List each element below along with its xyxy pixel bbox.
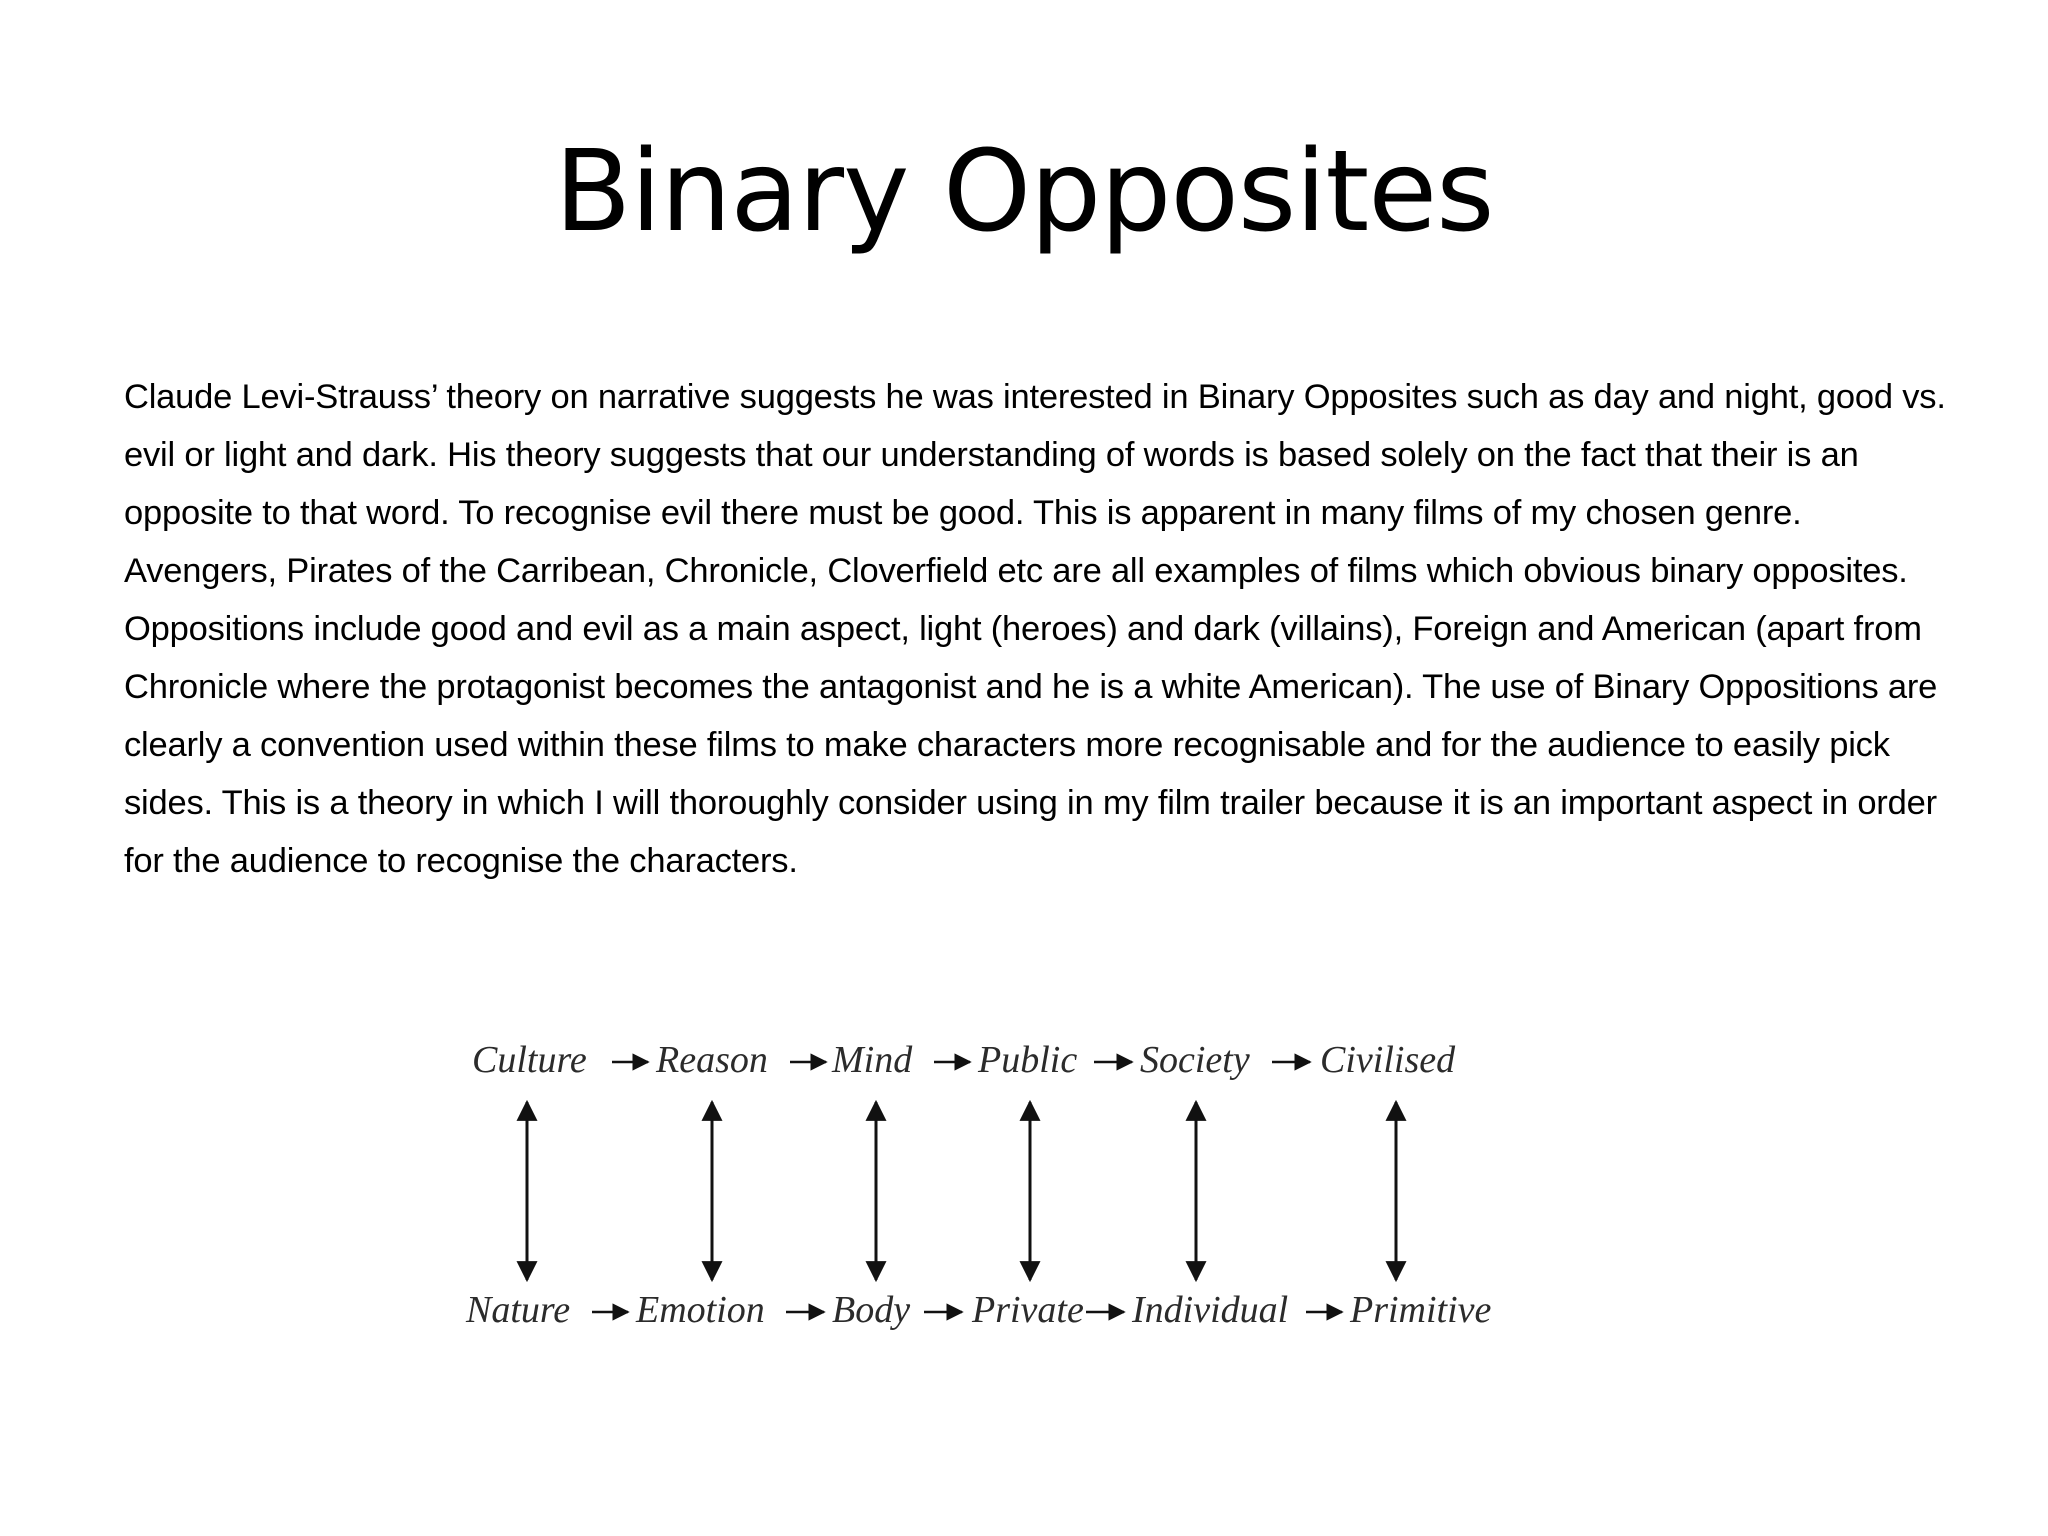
term-individual: Individual [1132,1289,1289,1331]
term-nature: Nature [466,1289,571,1331]
term-reason: Reason [656,1039,768,1081]
term-society: Society [1140,1039,1250,1081]
body-paragraph-2: Oppositions include good and evil as a main aspect, light (heroes) and dark (villains), Foreign and American (apart from Chronicle where the protagonist becomes the antagonist and he is a white American). The use of Binary Oppositions are clearly a convention used within these films to make characters more recognisable and for the audience to easily pick sides. This is a theory in which I will thoroughly consider using in my film trailer because it is an important aspect in order for the audience to recognise the characters. [124,610,1938,880]
term-private: Private [972,1289,1084,1331]
binary-opposites-diagram [440,1030,1540,1350]
term-mind: Mind [832,1039,913,1081]
slide-body [124,368,1954,890]
term-body: Body [832,1289,911,1331]
body-paragraph-1: Claude Levi-Strauss’ theory on narrative suggests he was interested in Binary Opposites such as day and night, good vs. evil or light and dark. His theory suggests that our understanding of words is based solely on the fact that their is an opposite to that word. To recognise evil there must be good. This is apparent in many films of my chosen genre. Avengers, Pirates of the Carribean, Chronicle, Cloverfield etc are all examples of films which obvious binary opposites. [124,378,1946,590]
term-civilised: Civilised [1320,1039,1456,1081]
term-primitive: Primitive [1350,1289,1492,1331]
term-public: Public [978,1039,1078,1081]
term-emotion: Emotion [636,1289,765,1331]
slide-title: Binary Opposites [554,127,1494,257]
term-culture: Culture [472,1039,587,1081]
